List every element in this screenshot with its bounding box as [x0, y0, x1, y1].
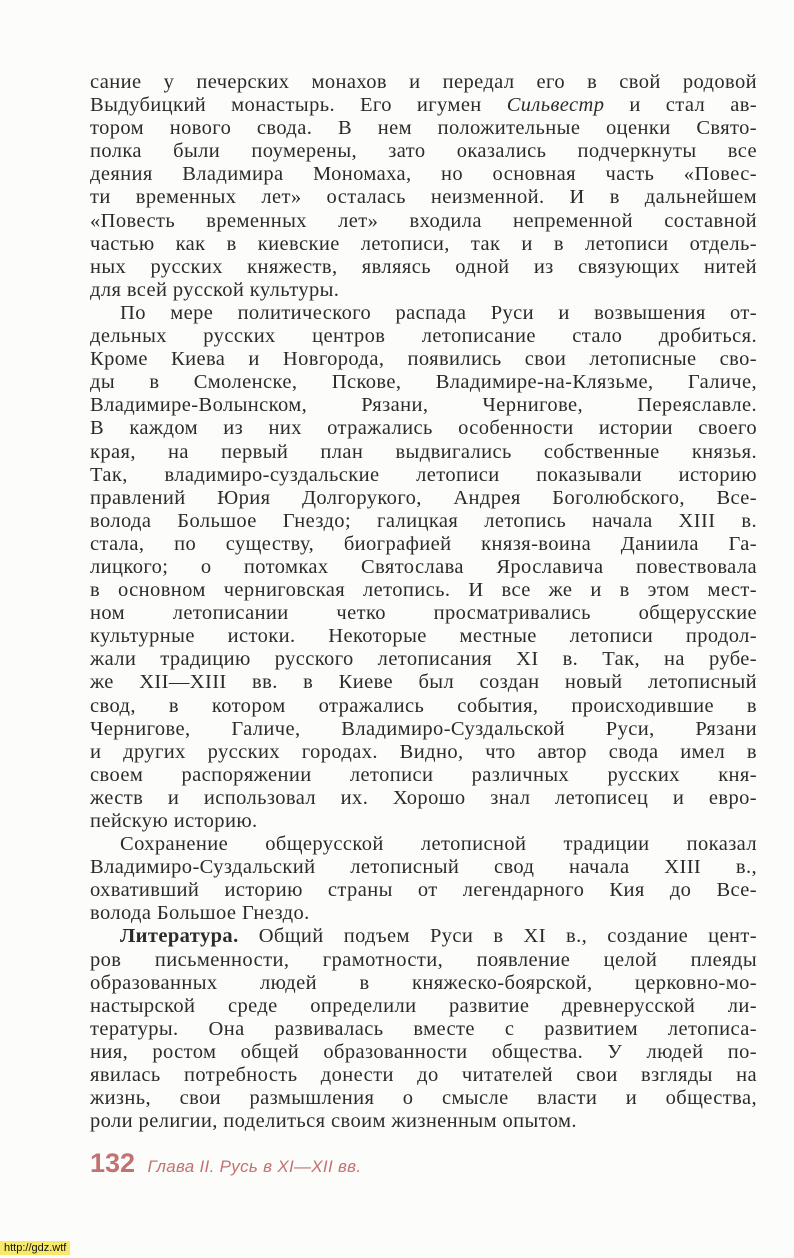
text-line — [90, 764, 757, 787]
text-line — [90, 1018, 757, 1041]
text-line — [90, 1064, 757, 1087]
text-run: стала, по существу, биографией князя-воина Даниила Га- — [90, 532, 757, 555]
text-run: и других русских городах. Видно, что автор свода имел в — [90, 740, 757, 763]
text-line — [90, 718, 757, 741]
text-run: в основном черниговская летопись. И все же и в этом мест- — [90, 579, 757, 602]
text-run: ров письменности, грамотности, появление целой плеяды — [90, 948, 757, 971]
text-run: волода Большое Гнездо; галицкая летопись начала XIII в. — [90, 509, 757, 532]
text-line — [90, 741, 757, 764]
text-line — [90, 117, 757, 140]
text-run: свод, в котором отражались события, происходившие в — [90, 694, 757, 717]
text-run: своем распоряжении летописи различных русских кня- — [90, 763, 757, 786]
text-run: лицкого; о потомках Святослава Ярославича повествовала — [90, 555, 757, 578]
text-line — [90, 279, 757, 302]
text-line — [90, 256, 757, 279]
page-number: 132 — [90, 1148, 136, 1178]
text-line — [90, 233, 757, 256]
text-line — [90, 140, 757, 163]
text-line — [90, 879, 757, 902]
text-line — [90, 902, 757, 925]
text-run: жеств и использовал их. Хорошо знал летописец и евро- — [90, 786, 757, 809]
text-run: Выдубицкий монастырь. Его игумен — [90, 94, 507, 117]
text-line — [90, 210, 757, 233]
text-run: полка были поумерены, зато оказались подчеркнуты все — [90, 140, 757, 163]
text-line — [90, 556, 757, 579]
text-run: пейскую историю. — [90, 810, 258, 832]
page-footer — [90, 1148, 361, 1179]
text-run: По мере политического распада Руси и возвышения от- — [120, 301, 757, 324]
text-run: Владимире-Волынском, Рязани, Чернигове, Переяславле. — [90, 394, 757, 417]
text-run: Общий подъем Руси в XI в., создание цент- — [238, 925, 757, 948]
text-run: роли религии, поделиться своим жизненным опытом. — [90, 1110, 577, 1133]
watermark-link[interactable]: http://gdz.wtf — [0, 1241, 70, 1255]
text-run: частью как в киевские летописи, так и в летописи отдель- — [90, 232, 757, 255]
text-run: Сохранение общерусской летописной традиции показал — [120, 833, 757, 856]
text-line — [90, 441, 757, 464]
paragraph — [90, 833, 757, 925]
text-run: тором нового свода. В нем положительные оценки Свято- — [90, 117, 757, 140]
text-run: жали традицию русского летописания XI в. Так, на рубе- — [90, 648, 757, 671]
page-body-text — [90, 71, 757, 1133]
bold-heading: Литература. — [120, 925, 239, 948]
text-line — [90, 533, 757, 556]
text-line — [90, 602, 757, 625]
text-line — [90, 394, 757, 417]
text-line — [90, 510, 757, 533]
text-run: настырской среде определили развитие древнерусской ли- — [90, 994, 757, 1017]
text-line — [90, 972, 757, 995]
text-line — [90, 302, 757, 325]
paragraph — [90, 925, 757, 1133]
text-run: ных русских княжеств, являясь одной из связующих нитей — [90, 255, 757, 278]
text-run: же XII—XIII вв. в Киеве был создан новый летописный — [90, 671, 757, 694]
text-run: Владимиро-Суздальский летописный свод начала XIII в., — [90, 856, 757, 879]
text-run: Чернигове, Галиче, Владимиро-Суздальской Руси, Рязани — [90, 717, 757, 740]
text-line — [90, 671, 757, 694]
text-line — [90, 417, 757, 440]
text-line — [90, 94, 757, 117]
text-run: ном летописании четко просматривались общерусские — [90, 602, 757, 625]
text-run: края, на первый план выдвигались собственные князья. — [90, 440, 757, 463]
text-line — [90, 625, 757, 648]
text-run: дельных русских центров летописание стало дробиться. — [90, 325, 757, 348]
text-line — [90, 487, 757, 510]
text-line — [90, 925, 757, 948]
text-line — [90, 949, 757, 972]
text-run: Так, владимиро-суздальские летописи показывали историю — [90, 463, 757, 486]
text-line — [90, 695, 757, 718]
text-run: жизнь, свои размышления о смысле власти и общества, — [90, 1087, 757, 1110]
text-run: ния, ростом общей образованности общества. У людей по- — [90, 1040, 757, 1063]
text-run: образованных людей в княжеско-боярской, церковно-мо- — [90, 971, 757, 994]
text-run: волода Большое Гнездо. — [90, 902, 310, 925]
text-run: культурные истоки. Некоторые местные летописи продол- — [90, 625, 757, 648]
text-line — [90, 810, 757, 833]
italic-name: Сильвестр — [506, 94, 605, 117]
paragraph — [90, 71, 757, 302]
text-run: явилась потребность донести до читателей свои взгляды на — [90, 1064, 757, 1087]
text-line — [90, 348, 757, 371]
text-run: и стал ав- — [604, 94, 758, 117]
text-run: деяния Владимира Мономаха, но основная часть «Повес- — [90, 163, 757, 186]
text-line — [90, 1110, 757, 1133]
text-line — [90, 856, 757, 879]
text-run: Кроме Киева и Новгорода, появились свои летописные сво- — [90, 348, 757, 371]
text-line — [90, 464, 757, 487]
text-run: «Повесть временных лет» входила непременной составной — [90, 209, 757, 232]
text-run: ти временных лет» осталась неизменной. И в дальнейшем — [90, 186, 757, 209]
text-run: для всей русской культуры. — [90, 278, 340, 301]
text-line — [90, 833, 757, 856]
text-run: правлений Юрия Долгорукого, Андрея Боголюбского, Все- — [90, 486, 757, 509]
text-line — [90, 995, 757, 1018]
running-head: Глава II. Русь в XI—XII вв. — [147, 1157, 362, 1176]
text-line — [90, 163, 757, 186]
text-run: тературы. Она развивалась вместе с развитием летописа- — [90, 1017, 757, 1040]
text-line — [90, 1087, 757, 1110]
text-line — [90, 579, 757, 602]
text-run: ды в Смоленске, Пскове, Владимире-на-Клязьме, Галиче, — [90, 371, 757, 394]
text-run: В каждом из них отражались особенности истории своего — [90, 417, 757, 440]
text-line — [90, 648, 757, 671]
text-run: охвативший историю страны от легендарного Кия до Все- — [90, 879, 757, 902]
text-run: сание у печерских монахов и передал его в свой родовой — [90, 71, 757, 93]
paragraph — [90, 302, 757, 833]
text-line — [90, 325, 757, 348]
text-line — [90, 186, 757, 209]
text-line — [90, 371, 757, 394]
text-line — [90, 71, 757, 94]
text-line — [90, 787, 757, 810]
text-line — [90, 1041, 757, 1064]
